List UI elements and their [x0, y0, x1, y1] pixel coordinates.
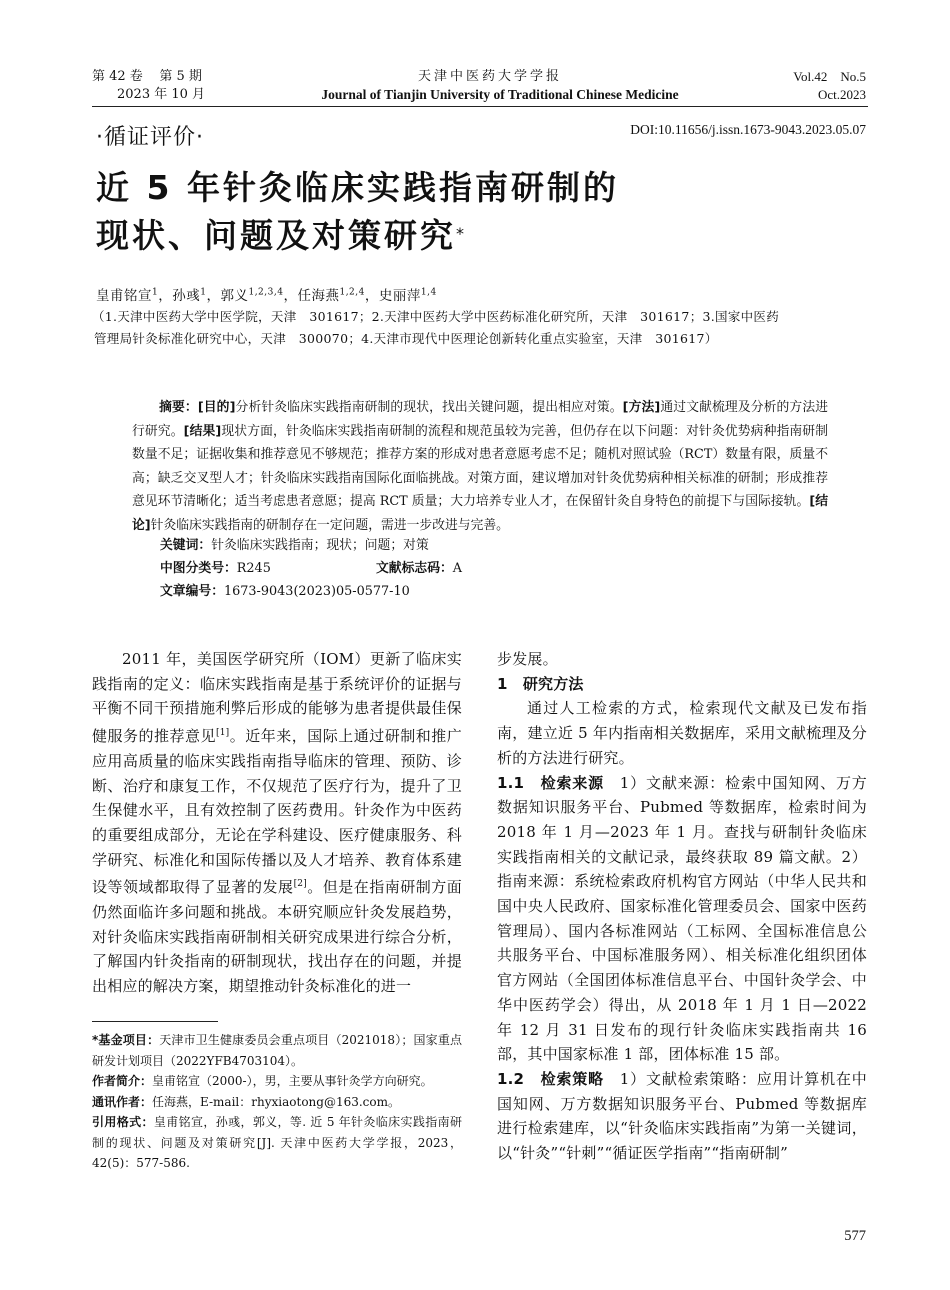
author: 孙彧 — [172, 288, 201, 304]
author: 史丽萍 — [378, 288, 421, 304]
footnote-citation — [92, 1112, 462, 1174]
author: 皇甫铭宣 — [96, 288, 152, 304]
abstract-objective: 分析针灸临床实践指南研制的现状，找出关键问题，提出相应对策。 — [235, 400, 623, 415]
subsection-1-2 — [497, 1067, 867, 1166]
document-code — [376, 557, 462, 576]
subsection-heading-1-1: 1.1 检索来源 — [497, 773, 604, 792]
abstract-results-label: [结果] — [183, 423, 222, 439]
header-date-en: Oct.2023 — [817, 87, 866, 102]
vol-en: Vol.42 — [793, 69, 828, 84]
volume: 第 42 卷 — [92, 69, 143, 84]
author-bio-label: 作者简介： — [92, 1074, 153, 1088]
author-sup: 1 — [200, 287, 207, 298]
header-rule — [92, 106, 868, 107]
clc-number — [160, 557, 271, 576]
title-fund-mark: * — [456, 224, 467, 243]
citation-1[interactable]: [1] — [216, 728, 230, 739]
citation-format-label: 引用格式： — [92, 1115, 154, 1129]
abstract-conclusion-label: [结论] — [132, 494, 828, 533]
footnote-fund — [92, 1030, 462, 1071]
section-heading-methods: 1 研究方法 — [497, 674, 584, 693]
author-sup: 1,4 — [420, 287, 437, 298]
abstract-conclusion: 针灸临床实践指南的研制存在一定问题，需进一步改进与完善。 — [150, 517, 509, 533]
article-no-label: 文章编号： — [160, 584, 224, 599]
body-left-column — [92, 647, 462, 999]
clc-label: 中图分类号： — [160, 561, 237, 576]
subsection-heading-1-2: 1.2 检索策略 — [497, 1069, 604, 1088]
footnotes — [92, 1030, 462, 1174]
abstract — [132, 396, 828, 537]
body-right-column — [497, 647, 867, 1166]
affiliations — [92, 306, 872, 350]
section-tag: ·循证评价· — [96, 125, 204, 150]
subsection-1-1 — [497, 771, 867, 1067]
header-volume-issue — [92, 68, 202, 86]
author-sup: 1,2,4 — [339, 287, 365, 298]
article-number — [160, 580, 410, 599]
keywords-value: 针灸临床实践指南；现状；问题；对策 — [211, 538, 429, 553]
fund-label: *基金项目： — [92, 1033, 160, 1047]
author: 任海燕 — [297, 288, 340, 304]
intro-text-c: 。但是在指南研制方面仍然面临许多问题和挑战。本研究顺应针灸发展趋势，对针灸临床实践指南研制相关研究成果进行综合分析，了解国内针灸指南的研制现状，找出存在的问题，并提出相应的解决方案，期望推动针灸标准化的进一 — [92, 878, 462, 996]
abstract-methods: 通过文献梳理及分析的方法进行研究。 — [132, 400, 829, 439]
author-bio-text: 皇甫铭宣（2000-），男，主要从事针灸学方向研究。 — [152, 1074, 433, 1088]
citation-format-text: 皇甫铭宣，孙彧，郭义，等. 近 5 年针灸临床实践指南研制的现状、问题及对策研究[J]. 天津中医药大学学报，2023，42(5)：577-586. — [92, 1115, 462, 1170]
subsection-1-2-text: 1）文献检索策略：应用计算机在中国知网、万方数据知识服务平台、Pubmed 等数据库进行检索建库，以“针灸临床实践指南”为第一关键词，以“针灸”“针刺”“循证医学指南”“指南研制” — [497, 1069, 867, 1163]
header-vol-no-en — [740, 68, 866, 86]
author-sup: 1 — [152, 287, 159, 298]
footnote-corresponding — [92, 1092, 462, 1113]
subsection-1-1-text: 1）文献来源：检索中国知网、万方数据知识服务平台、Pubmed 等数据库，检索时间为 2018 年 1 月—2023 年 1 月。查找与研制针灸临床实践指南相关的文献记录，最终获取 89 篇文献。2）指南来源：系统检索政府机构官方网站（中华人民共和国中央人民政府、国家标准化管理委员会、国家中医药管理局）、国内各标准网站（工标网、全国标准信息公共服务平台、中国标准服务网）、相关标准化组织团体官方网站（全国团体标准信息平台、中国针灸学会、中华中医药学会）得出，从 2018 年 1 月 1 日—2022 年 12 月 31 日发布的现行针灸临床实践指南共 16 部，其中国家标准 1 部，团体标准 15 部。 — [497, 773, 867, 1064]
title-line-2-text: 现状、问题及对策研究 — [96, 216, 456, 255]
page-number: 577 — [844, 1228, 866, 1244]
journal-title-en: Journal of Tianjin University of Traditional Chinese Medicine — [321, 87, 679, 102]
affiliation-line: （1.天津中医药大学中医学院，天津 301617；2.天津中医药大学中医药标准化研究所，天津 301617；3.国家中医药 — [92, 309, 780, 324]
doi: DOI:10.11656/j.issn.1673-9043.2023.05.07 — [630, 122, 866, 137]
abstract-label: 摘要： — [159, 400, 198, 415]
article-title — [96, 164, 619, 260]
author: 郭义 — [220, 288, 249, 304]
corresponding-text: 任海燕，E-mail：rhyxiaotong@163.com。 — [152, 1094, 400, 1109]
author-list: 皇甫铭宣$^1$，孙彧$^1$，郭义$^{1,2,3,4}$，任海燕$^{1,2,4}$，史丽萍$^{1,4}$ — [96, 287, 437, 304]
abstract-results: 现状方面，针灸临床实践指南研制的流程和规范虽较为完善，但仍存在以下问题：对针灸优势病种指南研制数量不足；证据收集和推荐意见不够规范；推荐方案的形成对患者意愿考虑不足；随机对照试验（RCT）数量有限，质量不高；缺乏交叉型人才；针灸临床实践指南国际化面临挑战。对策方面，建议增加对针灸优势病种相关标准的研制；形成推荐意见环节清晰化；适当考虑患者意愿；提高 RCT 质量；大力培养专业人才，在保留针灸自身特色的前提下与国际接轨。 — [132, 423, 829, 509]
journal-title-cn: 天津中医药大学学报 — [417, 69, 562, 84]
abstract-methods-label: [方法] — [622, 400, 661, 415]
no-en: No.5 — [840, 69, 866, 84]
article-no-value: 1673-9043(2023)05-0577-10 — [223, 584, 410, 599]
header-date-cn: 2023 年 10 月 — [117, 87, 206, 102]
abstract-objective-label: [目的] — [197, 400, 236, 415]
affiliation-line: 管理局针灸标准化研究中心，天津 300070；4.天津市现代中医理论创新转化重点实验室，天津 301617） — [94, 331, 718, 346]
fund-text: 天津市卫生健康委员会重点项目（2021018）；国家重点研发计划项目（2022YFB4703104）。 — [92, 1033, 462, 1068]
citation-2[interactable]: [2] — [293, 879, 307, 890]
keywords — [160, 534, 429, 553]
doc-code-value: A — [452, 561, 463, 576]
footnote-rule — [92, 1021, 218, 1022]
issue: 第 5 期 — [159, 69, 202, 84]
methods-intro-paragraph: 通过人工检索的方式，检索现代文献及已发布指南，建立近 5 年内指南相关数据库，采用文献梳理及分析的方法进行研究。 — [497, 699, 867, 767]
title-line-2 — [96, 212, 619, 260]
corresponding-label: 通讯作者： — [92, 1094, 153, 1109]
intro-text-b: 。近年来，国际上通过研制和推广应用高质量的临床实践指南指导临床的管理、预防、诊断、治疗和康复工作，不仅规范了医疗行为，提升了卫生保健水平，且有效控制了医药费用。针灸作为中医药的重要组成部分，无论在学科建设、医疗健康服务、科学研究、标准化和国际传播以及人才培养、教育体系建设等领域都取得了显著的发展 — [92, 727, 462, 897]
keywords-label: 关键词： — [160, 538, 212, 553]
clc-value: R245 — [236, 561, 271, 576]
continued-text: 步发展。 — [497, 650, 558, 668]
footnote-author — [92, 1071, 462, 1092]
doc-code-label: 文献标志码： — [376, 561, 453, 576]
intro-paragraph — [92, 647, 462, 999]
intro-text-a: 2011 年，美国医学研究所（IOM）更新了临床实践指南的定义：临床实践指南是基于系统评价的证据与平衡不同干预措施利弊后形成的能够为患者提供最佳保健服务的推荐意见 — [92, 650, 462, 746]
title-line-1: 近 5 年针灸临床实践指南研制的 — [96, 168, 619, 207]
author-sup: 1,2,3,4 — [248, 287, 284, 298]
